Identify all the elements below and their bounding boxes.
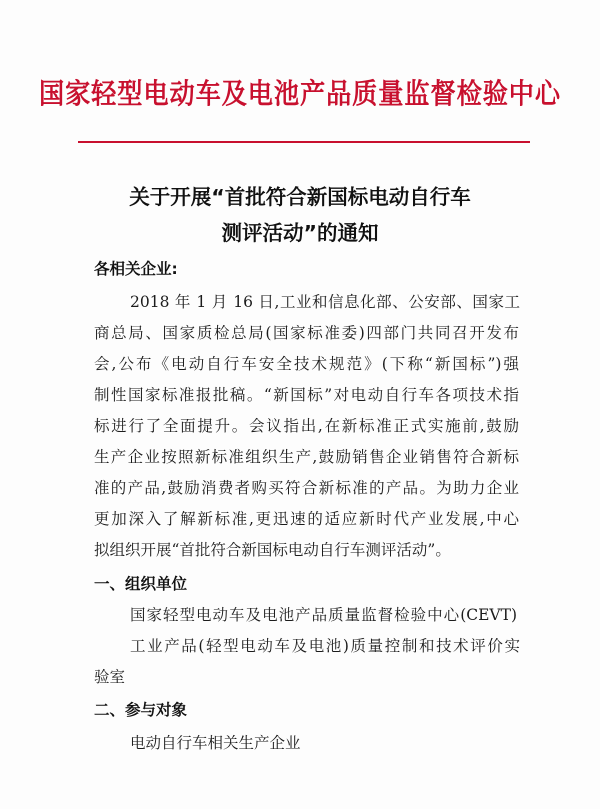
body-line: 更加深入了解新标准,更迅速的适应新时代产业发展,中心 <box>94 510 519 528</box>
body-line: 2018 年 1 月 16 日,工业和信息化部、公安部、国家工 <box>130 293 520 311</box>
letterhead-divider <box>78 141 530 143</box>
section-heading-participants: 二、参与对象 <box>94 701 188 719</box>
participant-line: 电动自行车相关生产企业 <box>130 734 301 752</box>
body-line: 准的产品,鼓励消费者购买符合新标准的产品。为助力企业 <box>94 479 519 497</box>
body-line: 会,公布《电动自行车安全技术规范》(下称“新国标”)强 <box>94 355 519 373</box>
notice-title-line-2: 测评活动”的通知 <box>221 221 379 245</box>
section-heading-organizers: 一、组织单位 <box>94 575 188 593</box>
letterhead-title: 国家轻型电动车及电池产品质量监督检验中心 <box>38 77 561 110</box>
body-line: 拟组织开展“首批符合新国标电动自行车测评活动”。 <box>94 541 451 559</box>
body-line: 标进行了全面提升。会议指出,在新标准正式实施前,鼓励 <box>94 417 519 435</box>
notice-title-line-1: 关于开展“首批符合新国标电动自行车 <box>129 185 471 209</box>
body-line: 商总局、国家质检总局(国家标准委)四部门共同召开发布 <box>94 324 519 342</box>
organizer-line: 工业产品(轻型电动车及电池)质量控制和技术评价实 <box>130 637 520 655</box>
body-line: 生产企业按照新标准组织生产,鼓励销售企业销售符合新标 <box>94 448 519 466</box>
organizer-line: 验室 <box>94 668 126 686</box>
body-line: 制性国家标准报批稿。“新国标”对电动自行车各项技术指 <box>94 386 519 404</box>
organizer-line: 国家轻型电动车及电池产品质量监督检验中心(CEVT) <box>130 606 517 624</box>
salutation: 各相关企业: <box>94 260 178 278</box>
